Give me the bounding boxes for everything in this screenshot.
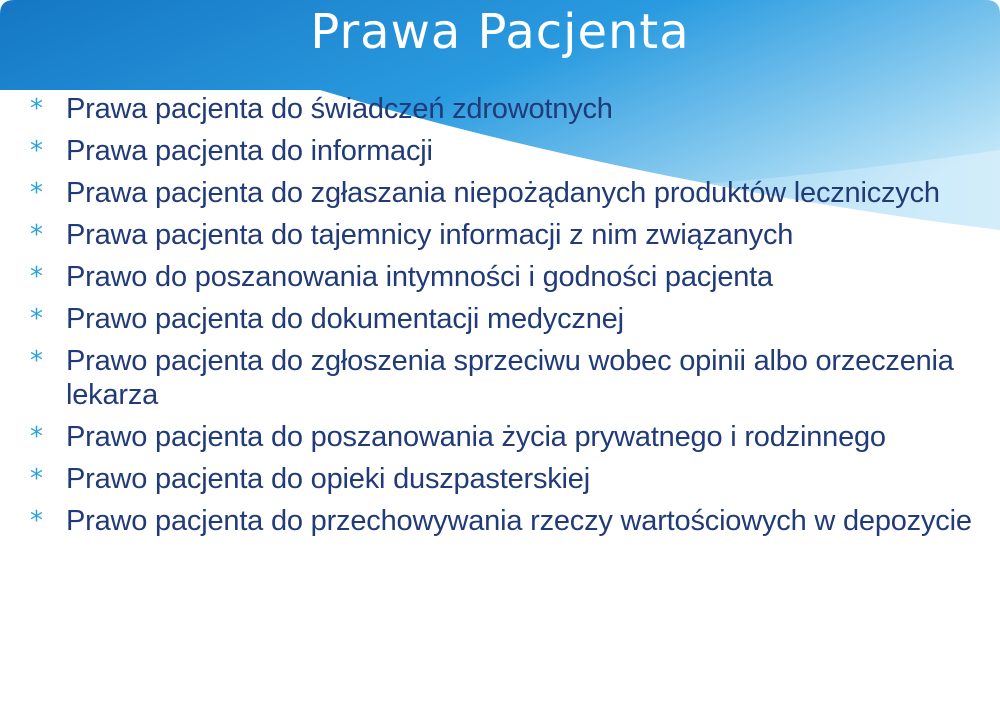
- list-item: [24, 462, 984, 496]
- list-item: [24, 176, 984, 210]
- list-item-text: Prawa pacjenta do informacji: [66, 135, 433, 167]
- list-item-text: Prawo pacjenta do zgłoszenia sprzeciwu wobec opinii albo orzeczenia lekarza: [66, 345, 954, 411]
- list-item: [24, 218, 984, 252]
- list-item-text: Prawa pacjenta do tajemnicy informacji z nim związanych: [66, 219, 794, 251]
- bullet-asterisk-icon: *: [30, 262, 43, 292]
- list-item: [24, 504, 984, 538]
- list-item: [24, 344, 984, 412]
- rights-list: [24, 92, 984, 546]
- list-item: [24, 260, 984, 294]
- bullet-asterisk-icon: *: [30, 464, 43, 494]
- list-item-text: Prawo pacjenta do poszanowania życia prywatnego i rodzinnego: [66, 421, 886, 453]
- bullet-asterisk-icon: *: [30, 506, 43, 536]
- bullet-asterisk-icon: *: [30, 136, 43, 166]
- list-item-text: Prawo pacjenta do opieki duszpasterskiej: [66, 463, 590, 495]
- bullet-asterisk-icon: *: [30, 178, 43, 208]
- slide-title: Prawa Pacjenta: [310, 4, 690, 60]
- list-item-text: Prawo do poszanowania intymności i godności pacjenta: [66, 261, 773, 293]
- bullet-asterisk-icon: *: [30, 94, 43, 124]
- list-item: [24, 420, 984, 454]
- list-item: [24, 302, 984, 336]
- list-item: [24, 92, 984, 126]
- list-item-text: Prawa pacjenta do świadczeń zdrowotnych: [66, 93, 613, 125]
- list-item-text: Prawo pacjenta do przechowywania rzeczy wartościowych w depozycie: [66, 505, 972, 537]
- bullet-asterisk-icon: *: [30, 346, 43, 376]
- bullet-asterisk-icon: *: [30, 220, 43, 250]
- list-item-text: Prawo pacjenta do dokumentacji medycznej: [66, 303, 624, 335]
- list-item-text: Prawa pacjenta do zgłaszania niepożądanych produktów leczniczych: [66, 177, 940, 209]
- bullet-asterisk-icon: *: [30, 304, 43, 334]
- list-item: [24, 134, 984, 168]
- bullet-asterisk-icon: *: [30, 422, 43, 452]
